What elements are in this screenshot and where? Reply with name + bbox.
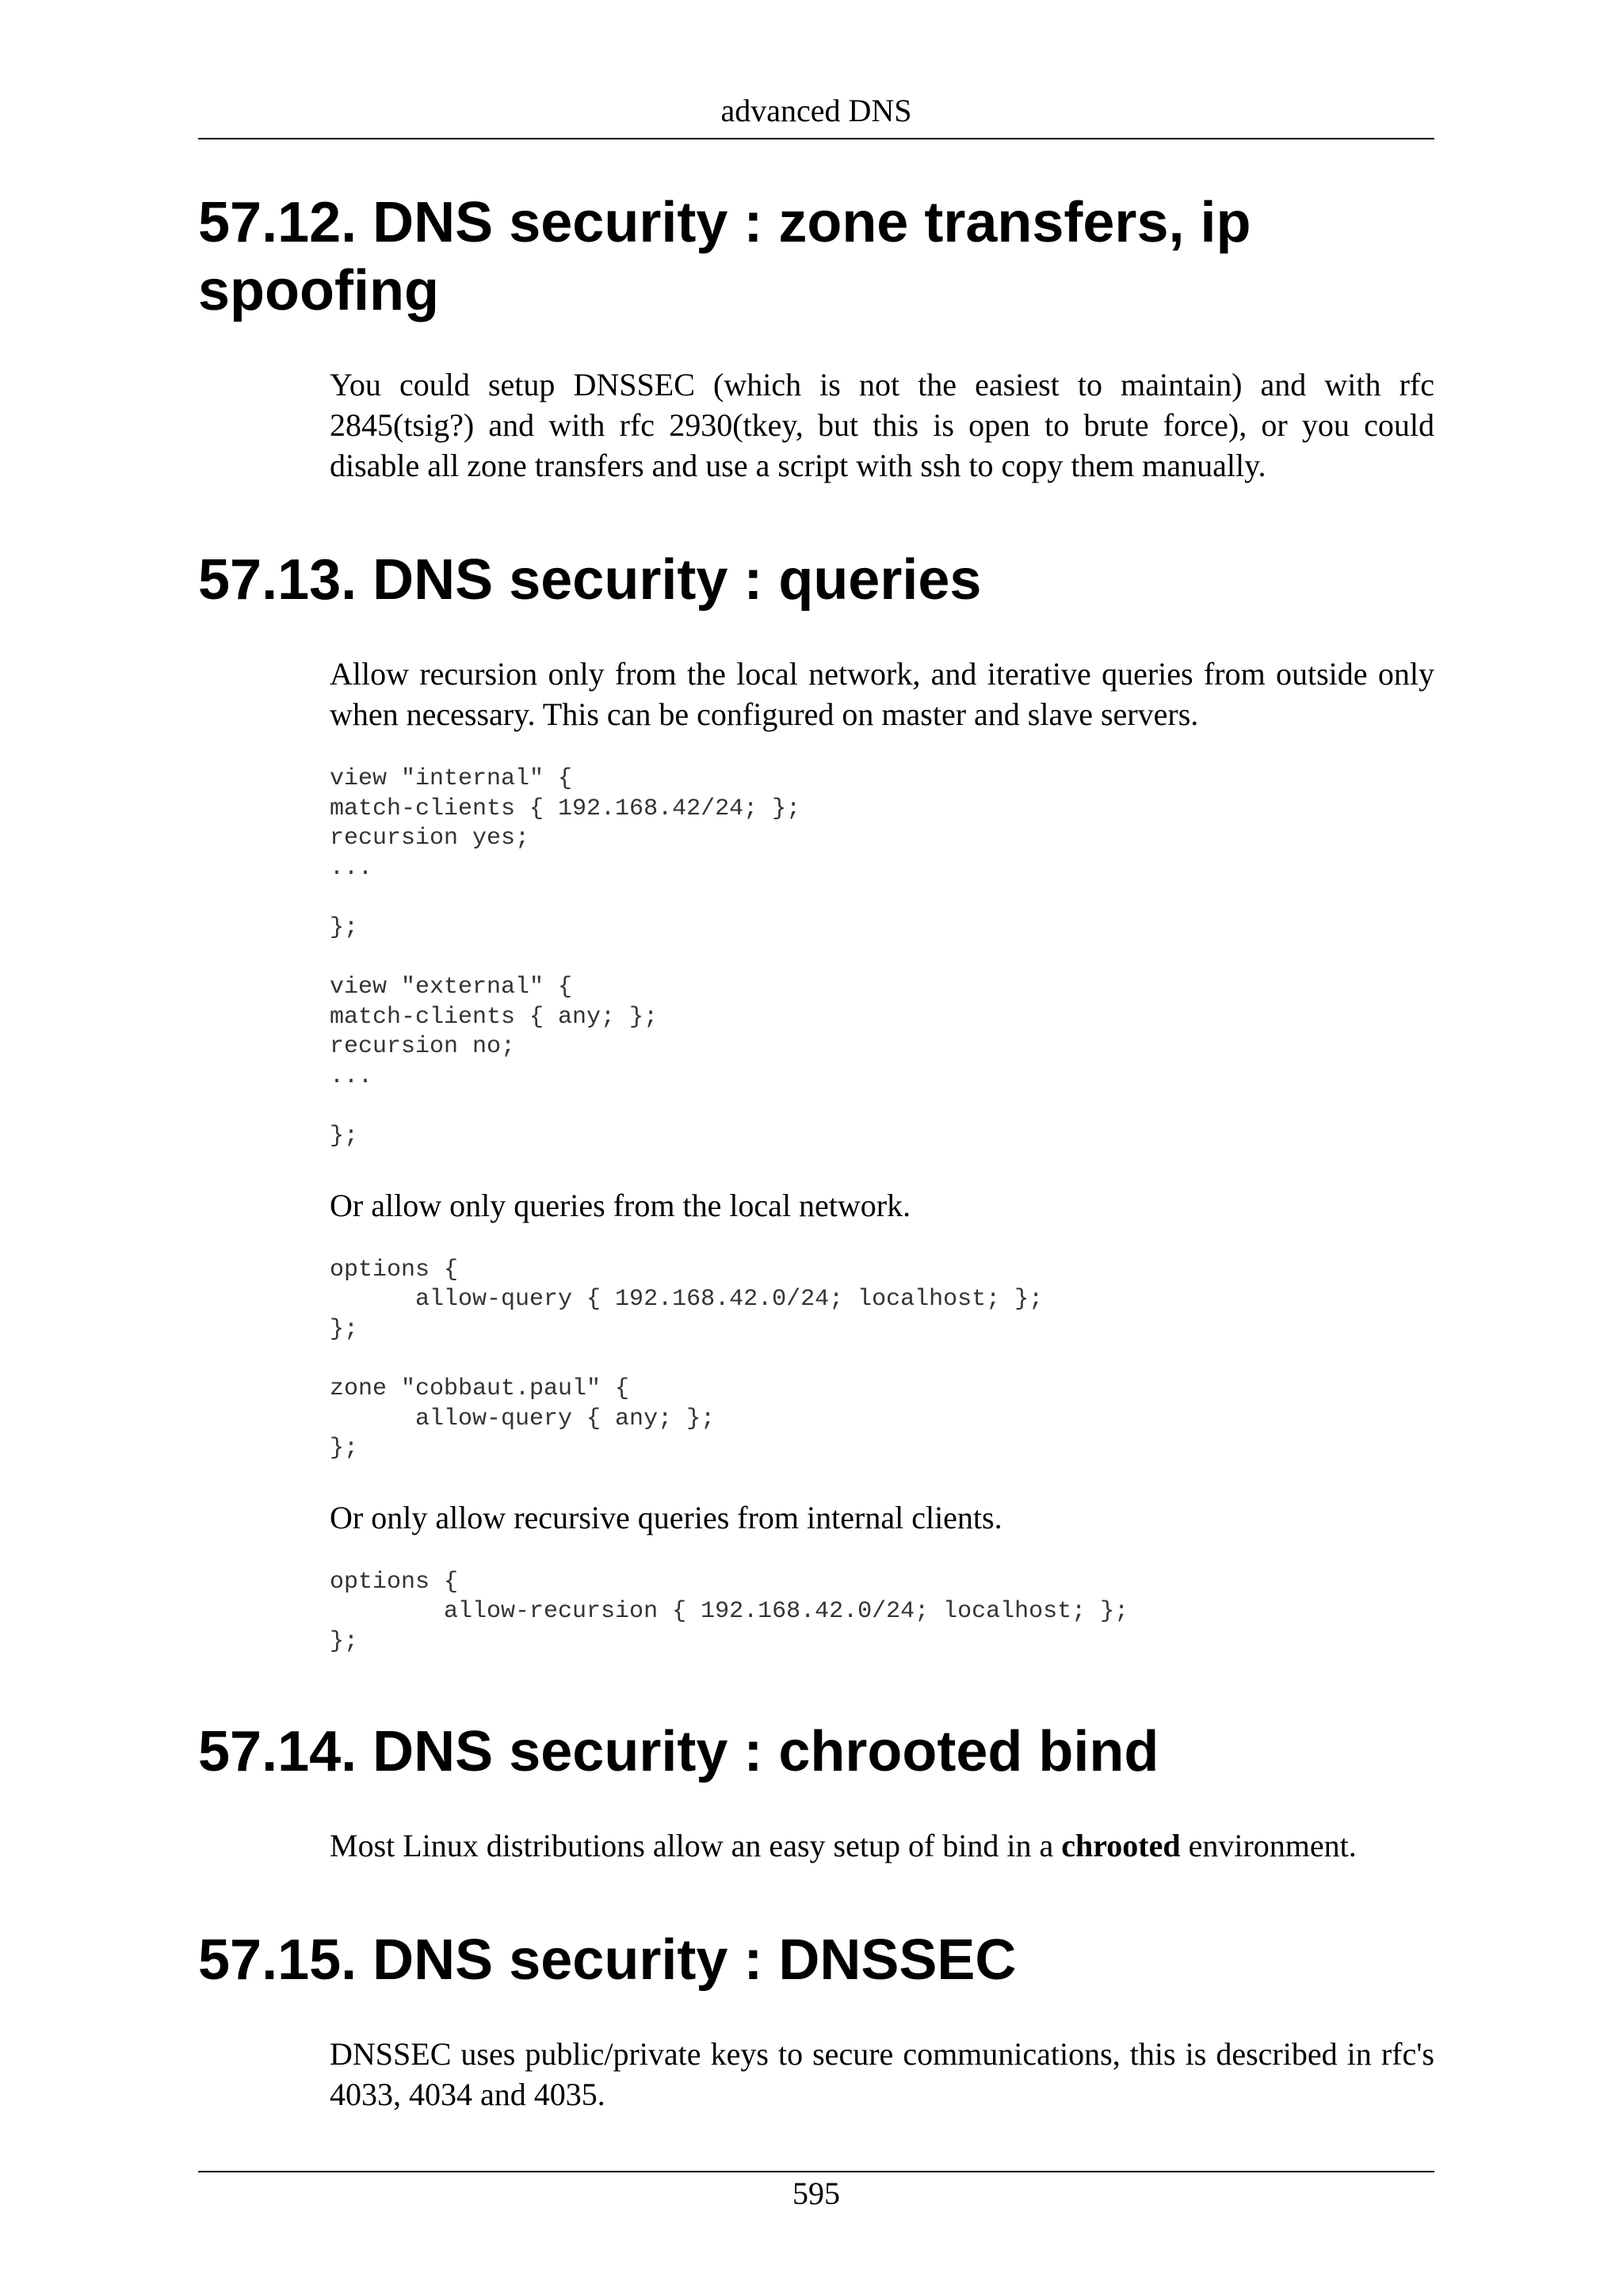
page-content xyxy=(198,189,1434,2115)
code-allow-query-block: options { allow-query { 192.168.42.0/24; localhost; }; }; zone "cobbaut.paul" { allow-query { any; }; }; xyxy=(330,1256,1044,1463)
page-number: 595 xyxy=(792,2176,840,2211)
footer-rule xyxy=(198,2171,1434,2172)
chrooted-text-before: Most Linux distributions allow an easy setup of bind in a xyxy=(330,1827,1062,1863)
heading-57-13: 57.13. DNS security : queries xyxy=(198,548,982,612)
section-57-12-body xyxy=(330,364,1434,486)
chrooted-paragraph xyxy=(330,1825,1434,1866)
code-views-block: view "internal" { match-clients { 192.168.42/24; }; recursion yes; ... }; view "external" { match-clients { any; }; recursion no; ... }; xyxy=(330,765,801,1150)
heading-57-12: 57.12. DNS security : zone transfers, ip spoofing xyxy=(198,191,1251,322)
running-header: advanced DNS xyxy=(720,93,912,128)
chrooted-bold-term: chrooted xyxy=(1061,1827,1181,1863)
zone-transfers-paragraph: You could setup DNSSEC (which is not the easiest to maintain) and with rfc 2845(tsig?) and with rfc 2930(tkey, but this is open to brute force), or you could disable all zone transfers and use a script with ssh to copy them manually. xyxy=(330,367,1434,483)
heading-57-15: 57.15. DNS security : DNSSEC xyxy=(198,1928,1017,1992)
header-rule xyxy=(198,138,1434,139)
recursion-paragraph: Or only allow recursive queries from internal clients. xyxy=(330,1499,1002,1535)
allow-query-paragraph: Or allow only queries from the local network. xyxy=(330,1187,911,1223)
section-57-15-body xyxy=(330,2034,1434,2115)
section-57-14-body xyxy=(330,1825,1434,1866)
heading-57-14: 57.14. DNS security : chrooted bind xyxy=(198,1719,1159,1783)
chrooted-text-after: environment. xyxy=(1180,1827,1357,1863)
code-recursion-block: options { allow-recursion { 192.168.42.0/24; localhost; }; }; xyxy=(330,1568,1129,1656)
section-57-13-body xyxy=(330,654,1434,1657)
dnssec-paragraph: DNSSEC uses public/private keys to secure communications, this is described in rfc's 4033, 4034 and 4035. xyxy=(330,2035,1434,2112)
queries-intro-paragraph: Allow recursion only from the local network, and iterative queries from outside only when necessary. This can be configured on master and slave servers. xyxy=(330,656,1434,732)
